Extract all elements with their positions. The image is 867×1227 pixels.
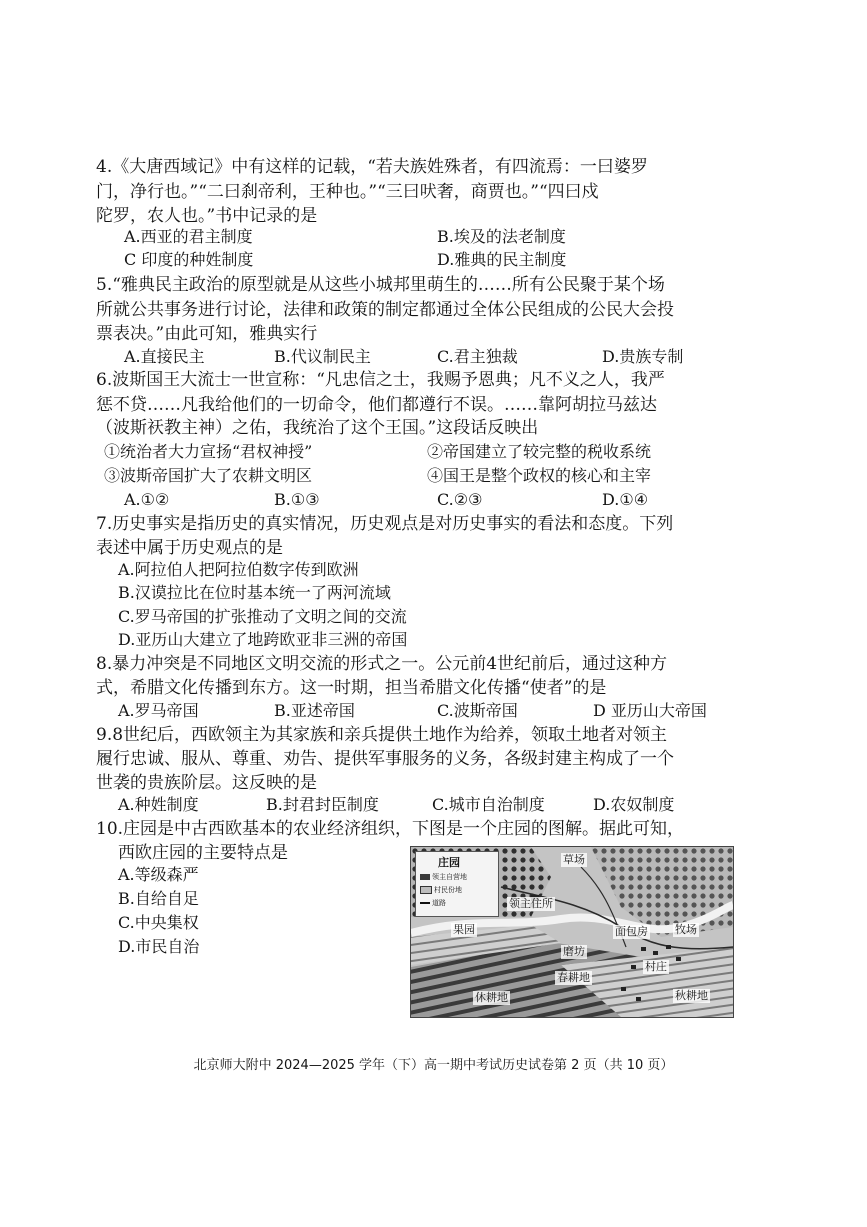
q6-statement-4: ④国王是整个政权的核心和主宰 [427, 466, 652, 485]
q7-option-c: C.罗马帝国的扩张推动了文明之间的交流 [118, 607, 407, 626]
q5-stem-line-3: 票表决。”由此可知，雅典实行 [96, 324, 318, 344]
q4-option-b: B.埃及的法老制度 [437, 227, 566, 246]
map-label-spring-field: 春耕地 [557, 971, 590, 984]
q6-option-d: D.①④ [602, 490, 649, 509]
q7-stem-line-2: 表述中属于历史观点的是 [96, 538, 283, 558]
q5-option-d: D.贵族专制 [602, 347, 684, 366]
q8-option-a: A.罗马帝国 [118, 701, 199, 720]
q8-stem-line-1: 8.暴力冲突是不同地区文明交流的形式之一。公元前4世纪前后，通过这种方 [96, 654, 668, 674]
legend-item-villager-land: 村民份地 [420, 885, 462, 895]
q4-option-c: C 印度的种姓制度 [124, 250, 254, 269]
q10-stem-line-1: 10.庄园是中古西欧基本的农业经济组织，下图是一个庄园的图解。据此可知， [96, 819, 685, 839]
q9-stem-line-1: 9.8世纪后，西欧领主为其家族和亲兵提供土地作为给养，领取土地者对领主 [96, 725, 668, 745]
map-label-village: 村庄 [645, 960, 667, 973]
q5-option-c: C.君主独裁 [437, 347, 518, 366]
q6-option-b: B.①③ [274, 490, 320, 509]
q6-stem-line-1: 6.波斯国王大流士一世宣称：“凡忠信之士，我赐予恩典；凡不义之人，我严 [96, 370, 665, 390]
road-swatch [420, 902, 430, 904]
q4-option-a: A.西亚的君主制度 [124, 227, 253, 246]
map-label-lord-residence: 领主住所 [509, 897, 553, 910]
q4-stem-line-2: 门，净行也。”“二曰刹帝利，王种也。”“三曰吠奢，商贾也。”“四曰戍 [96, 182, 599, 202]
q9-option-c: C.城市自治制度 [432, 795, 545, 814]
map-label-fallow-field: 休耕地 [475, 991, 508, 1004]
q6-statement-1: ①统治者大力宣扬“君权神授” [104, 442, 313, 461]
map-label-mill: 磨坊 [563, 945, 585, 958]
q7-option-a: A.阿拉伯人把阿拉伯数字传到欧洲 [118, 560, 359, 579]
map-label-orchard: 果园 [453, 923, 475, 936]
q8-stem-line-2: 式，希腊文化传播到东方。这一时期，担当希腊文化传播“使者”的是 [96, 678, 607, 698]
q8-option-c: C.波斯帝国 [437, 701, 518, 720]
q5-stem-line-2: 所就公共事务进行讨论，法律和政策的制定都通过全体公民组成的公民大会投 [96, 300, 674, 320]
q7-option-b: B.汉谟拉比在位时基本统一了两河流域 [118, 583, 391, 602]
q10-option-c: C.中央集权 [118, 913, 199, 932]
map-label-bakery: 面包房 [615, 925, 648, 938]
q9-stem-line-3: 世袭的贵族阶层。这反映的是 [96, 773, 317, 793]
map-legend [415, 851, 499, 917]
q6-stem-line-3: （波斯祆教主神）之佑，我统治了这个王国。”这段话反映出 [96, 418, 539, 438]
q8-option-d: D 亚历山大帝国 [593, 701, 707, 720]
page-footer: 北京师大附中 2024—2025 学年（下）高一期中考试历史试卷第 2 页（共 10 页） [193, 1058, 674, 1073]
q10-option-d: D.市民自治 [118, 937, 200, 956]
q4-option-d: D.雅典的民主制度 [437, 250, 567, 269]
q9-option-d: D.农奴制度 [593, 795, 675, 814]
q6-statement-2: ②帝国建立了较完整的税收系统 [427, 442, 652, 461]
map-legend-title: 庄园 [438, 856, 460, 869]
q10-stem-line-2: 西欧庄园的主要特点是 [118, 843, 288, 863]
q5-option-b: B.代议制民主 [274, 347, 371, 366]
map-label-autumn-field: 秋耕地 [675, 989, 708, 1002]
map-label-meadow: 草场 [563, 853, 585, 866]
q9-option-a: A.种姓制度 [118, 795, 199, 814]
villager-land-swatch [420, 886, 432, 894]
lord-demesne-swatch [420, 874, 430, 880]
map-label-pasture: 牧场 [675, 923, 697, 936]
q9-stem-line-2: 履行忠诚、服从、尊重、劝告、提供军事服务的义务，各级封建主构成了一个 [96, 749, 674, 769]
q6-option-a: A.①② [124, 490, 170, 509]
q6-statement-3: ③波斯帝国扩大了农耕文明区 [104, 466, 313, 485]
q5-option-a: A.直接民主 [124, 347, 205, 366]
q9-option-b: B.封君封臣制度 [266, 795, 379, 814]
q7-option-d: D.亚历山大建立了地跨欧亚非三洲的帝国 [118, 630, 408, 649]
q10-option-b: B.自给自足 [118, 889, 199, 908]
q8-option-b: B.亚述帝国 [274, 701, 355, 720]
q4-stem-line-1: 4.《大唐西域记》中有这样的记载，“若夫族姓殊者，有四流焉：一曰婆罗 [96, 157, 648, 177]
q10-option-a: A.等级森严 [118, 865, 199, 884]
q4-stem-line-3: 陀罗，农人也。”书中记录的是 [96, 206, 318, 226]
manor-map-figure [410, 846, 734, 1018]
q7-stem-line-1: 7.历史事实是指历史的真实情况，历史观点是对历史事实的看法和态度。下列 [96, 514, 674, 534]
q5-stem-line-1: 5.“雅典民主政治的原型就是从这些小城邦里萌生的……所有公民聚于某个场 [96, 275, 665, 295]
legend-item-lord-demesne: 领主自营地 [420, 872, 467, 882]
legend-item-road: 道路 [420, 898, 446, 908]
q6-stem-line-2: 惩不贷……凡我给他们的一切命令，他们都遵行不误。……靠阿胡拉马兹达 [96, 395, 657, 415]
q6-option-c: C.②③ [437, 490, 483, 509]
